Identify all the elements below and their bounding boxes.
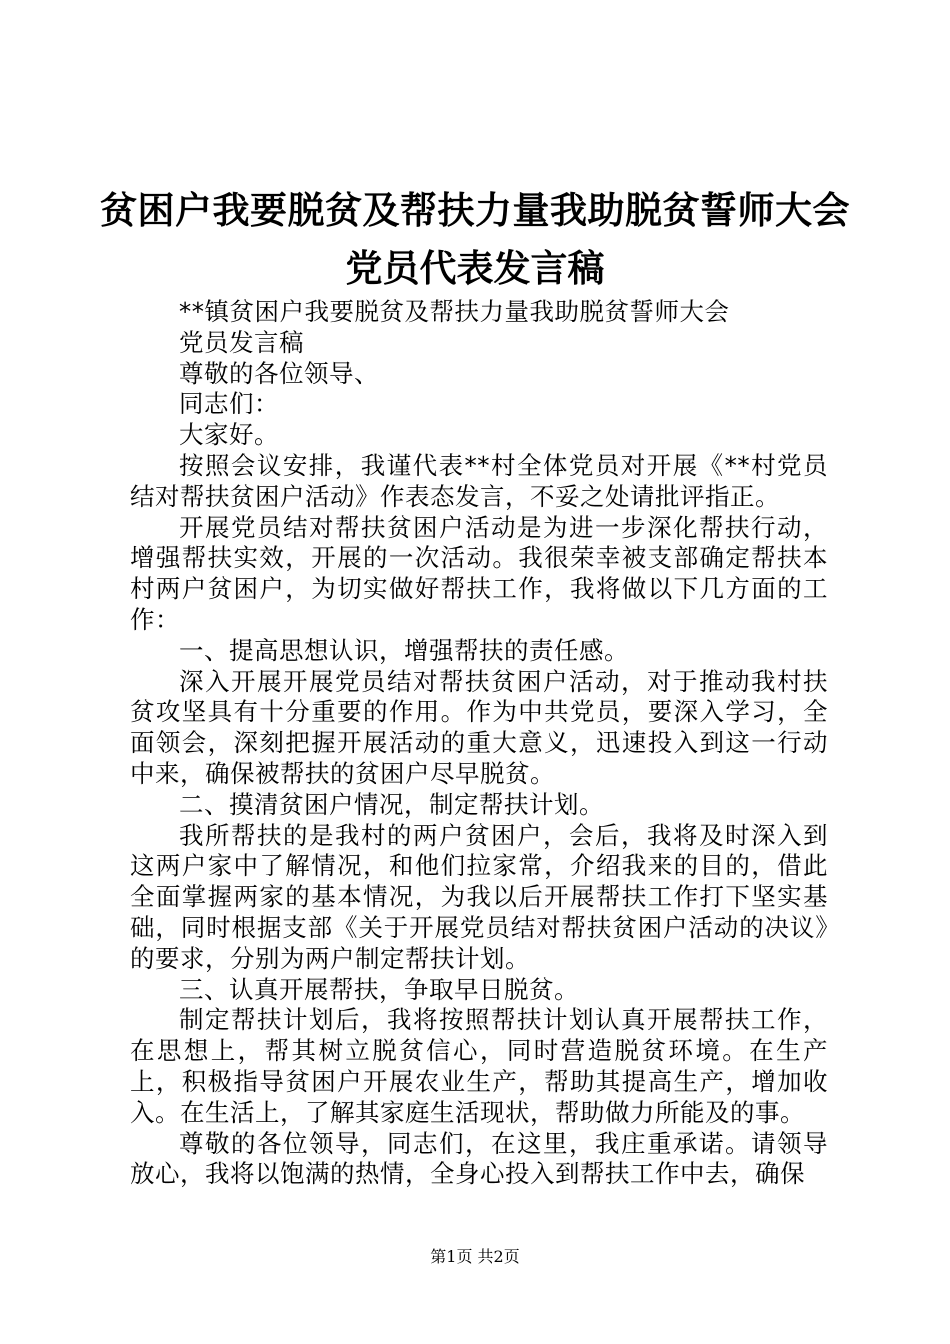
body-paragraph: 同志们： xyxy=(179,389,279,419)
body-paragraph: 二、摸清贫困户情况，制定帮扶计划。 xyxy=(179,789,604,819)
body-paragraph: 按照会议安排，我谨代表**村全体党员对开展《**村党员结对帮扶贫困户活动》作表态发言，不妥之处请批评指正。 xyxy=(130,450,828,511)
document-body xyxy=(130,297,828,1190)
body-paragraph: 三、认真开展帮扶，争取早日脱贫。 xyxy=(179,974,579,1004)
body-paragraph: **镇贫困户我要脱贫及帮扶力量我助脱贫誓师大会 xyxy=(179,297,730,326)
body-paragraph: 一、提高思想认识，增强帮扶的责任感。 xyxy=(179,635,629,665)
document-title-line-2: 党员代表发言稿 xyxy=(345,246,605,290)
body-paragraph: 开展党员结对帮扶贫困户活动是为进一步深化帮扶行动，增强帮扶实效，开展的一次活动。我很荣幸被支部确定帮扶本村两户贫困户，为切实做好帮扶工作，我将做以下几方面的工作： xyxy=(130,512,828,634)
body-paragraph: 我所帮扶的是我村的两户贫困户，会后，我将及时深入到这两户家中了解情况，和他们拉家常，介绍我来的目的，借此全面掌握两家的基本情况，为我以后开展帮扶工作打下坚实基础，同时根据支部《关于开展党员结对帮扶贫困户活动的决议》的要求，分别为两户制定帮扶计划。 xyxy=(130,820,828,973)
body-paragraph: 尊敬的各位领导、 xyxy=(179,358,379,388)
body-paragraph: 大家好。 xyxy=(179,420,279,450)
document-title-line-1: 贫困户我要脱贫及帮扶力量我助脱贫誓师大会 xyxy=(100,188,850,232)
page-number-footer: 第1页 共2页 xyxy=(430,1247,520,1266)
body-paragraph: 尊敬的各位领导，同志们，在这里，我庄重承诺。请领导放心，我将以饱满的热情，全身心投入到帮扶工作中去，确保 xyxy=(130,1128,828,1189)
body-paragraph: 制定帮扶计划后，我将按照帮扶计划认真开展帮扶工作，在思想上，帮其树立脱贫信心，同时营造脱贫环境。在生产上，积极指导贫困户开展农业生产，帮助其提高生产，增加收入。在生活上，了解其家庭生活现状，帮助做力所能及的事。 xyxy=(130,1005,828,1127)
body-paragraph: 深入开展开展党员结对帮扶贫困户活动，对于推动我村扶贫攻坚具有十分重要的作用。作为中共党员，要深入学习，全面领会，深刻把握开展活动的重大意义，迅速投入到这一行动中来，确保被帮扶的贫困户尽早脱贫。 xyxy=(130,666,828,788)
body-paragraph: 党员发言稿 xyxy=(179,327,304,357)
